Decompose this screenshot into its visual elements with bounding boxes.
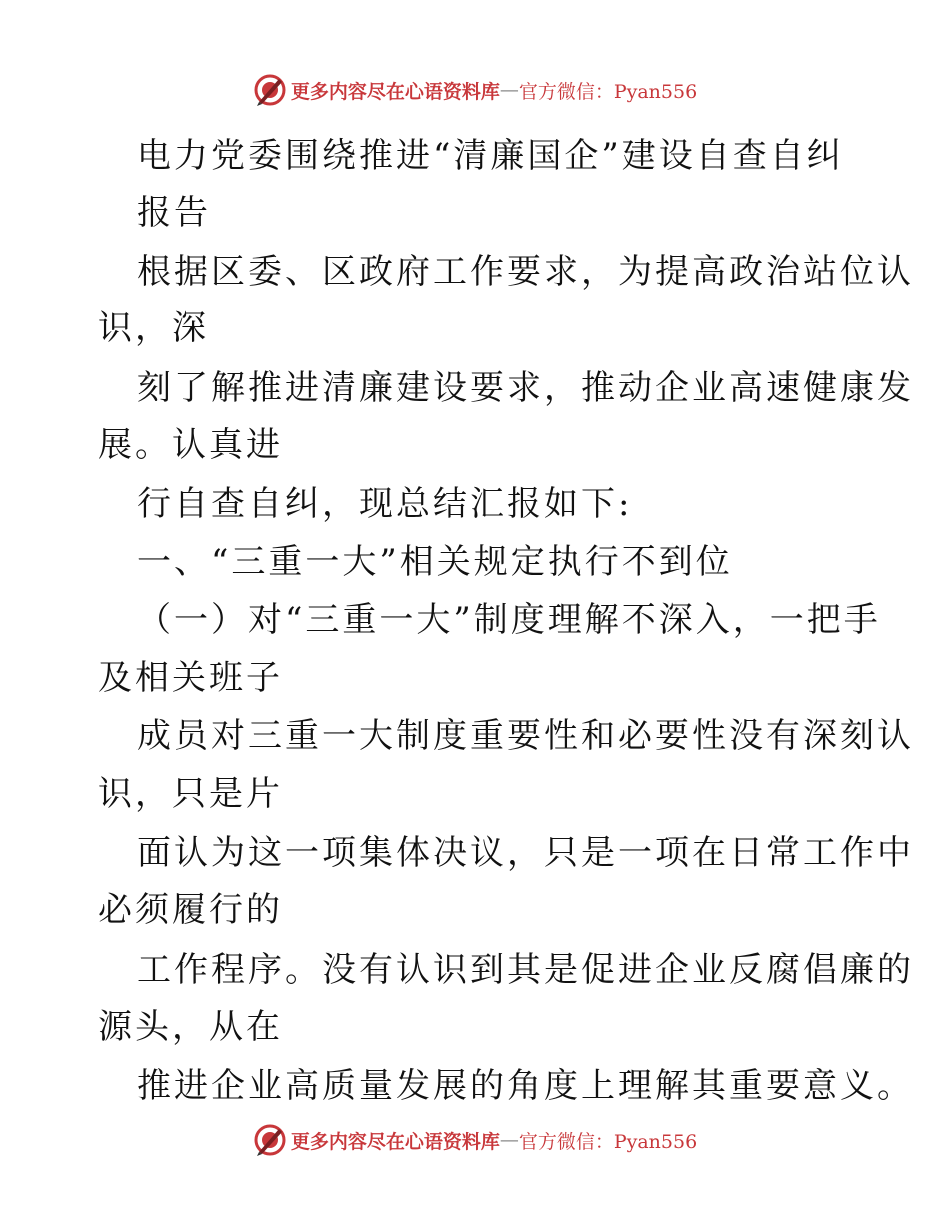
text-line: 电力党委围绕推进“清廉国企”建设自查自纠	[137, 136, 844, 176]
footer-banner	[0, 1122, 950, 1158]
pen-circle-logo-icon	[253, 73, 287, 107]
banner-dash: —	[499, 1129, 519, 1151]
banner-slogan: 更多内容尽在心语资料库	[290, 1130, 500, 1153]
text-line: 及相关班子	[98, 658, 283, 698]
text-line: 面认为这一项集体决议，只是一项在日常工作中	[137, 833, 914, 873]
text-line: 推进企业高质量发展的角度上理解其重要意义。	[137, 1066, 914, 1106]
text-line: 源头，从在	[98, 1007, 283, 1047]
text-line: 行自查自纠，现总结汇报如下:	[137, 484, 633, 524]
pen-circle-logo-icon	[253, 1123, 287, 1157]
text-line: 根据区委、区政府工作要求，为提高政治站位认	[137, 252, 914, 292]
banner-wechat: 官方微信：Pyan556	[518, 80, 698, 103]
banner-dash: —	[499, 79, 519, 101]
text-line: 识，深	[98, 308, 209, 348]
text-line: 刻了解推进清廉建设要求，推动企业高速健康发	[137, 368, 914, 408]
text-line: 必须履行的	[98, 890, 283, 930]
text-line: 展。认真进	[98, 425, 283, 465]
text-line: 成员对三重一大制度重要性和必要性没有深刻认	[137, 716, 914, 756]
text-line: （一）对“三重一大”制度理解不深入，一把手	[137, 600, 881, 640]
text-line: 识，只是片	[98, 774, 283, 814]
banner-wechat: 官方微信：Pyan556	[518, 1130, 698, 1153]
text-line: 工作程序。没有认识到其是促进企业反腐倡廉的	[137, 950, 914, 990]
text-line: 报告	[137, 193, 211, 233]
header-banner	[0, 72, 950, 108]
text-line: 一、“三重一大”相关规定执行不到位	[137, 542, 733, 582]
banner-slogan: 更多内容尽在心语资料库	[290, 80, 500, 103]
